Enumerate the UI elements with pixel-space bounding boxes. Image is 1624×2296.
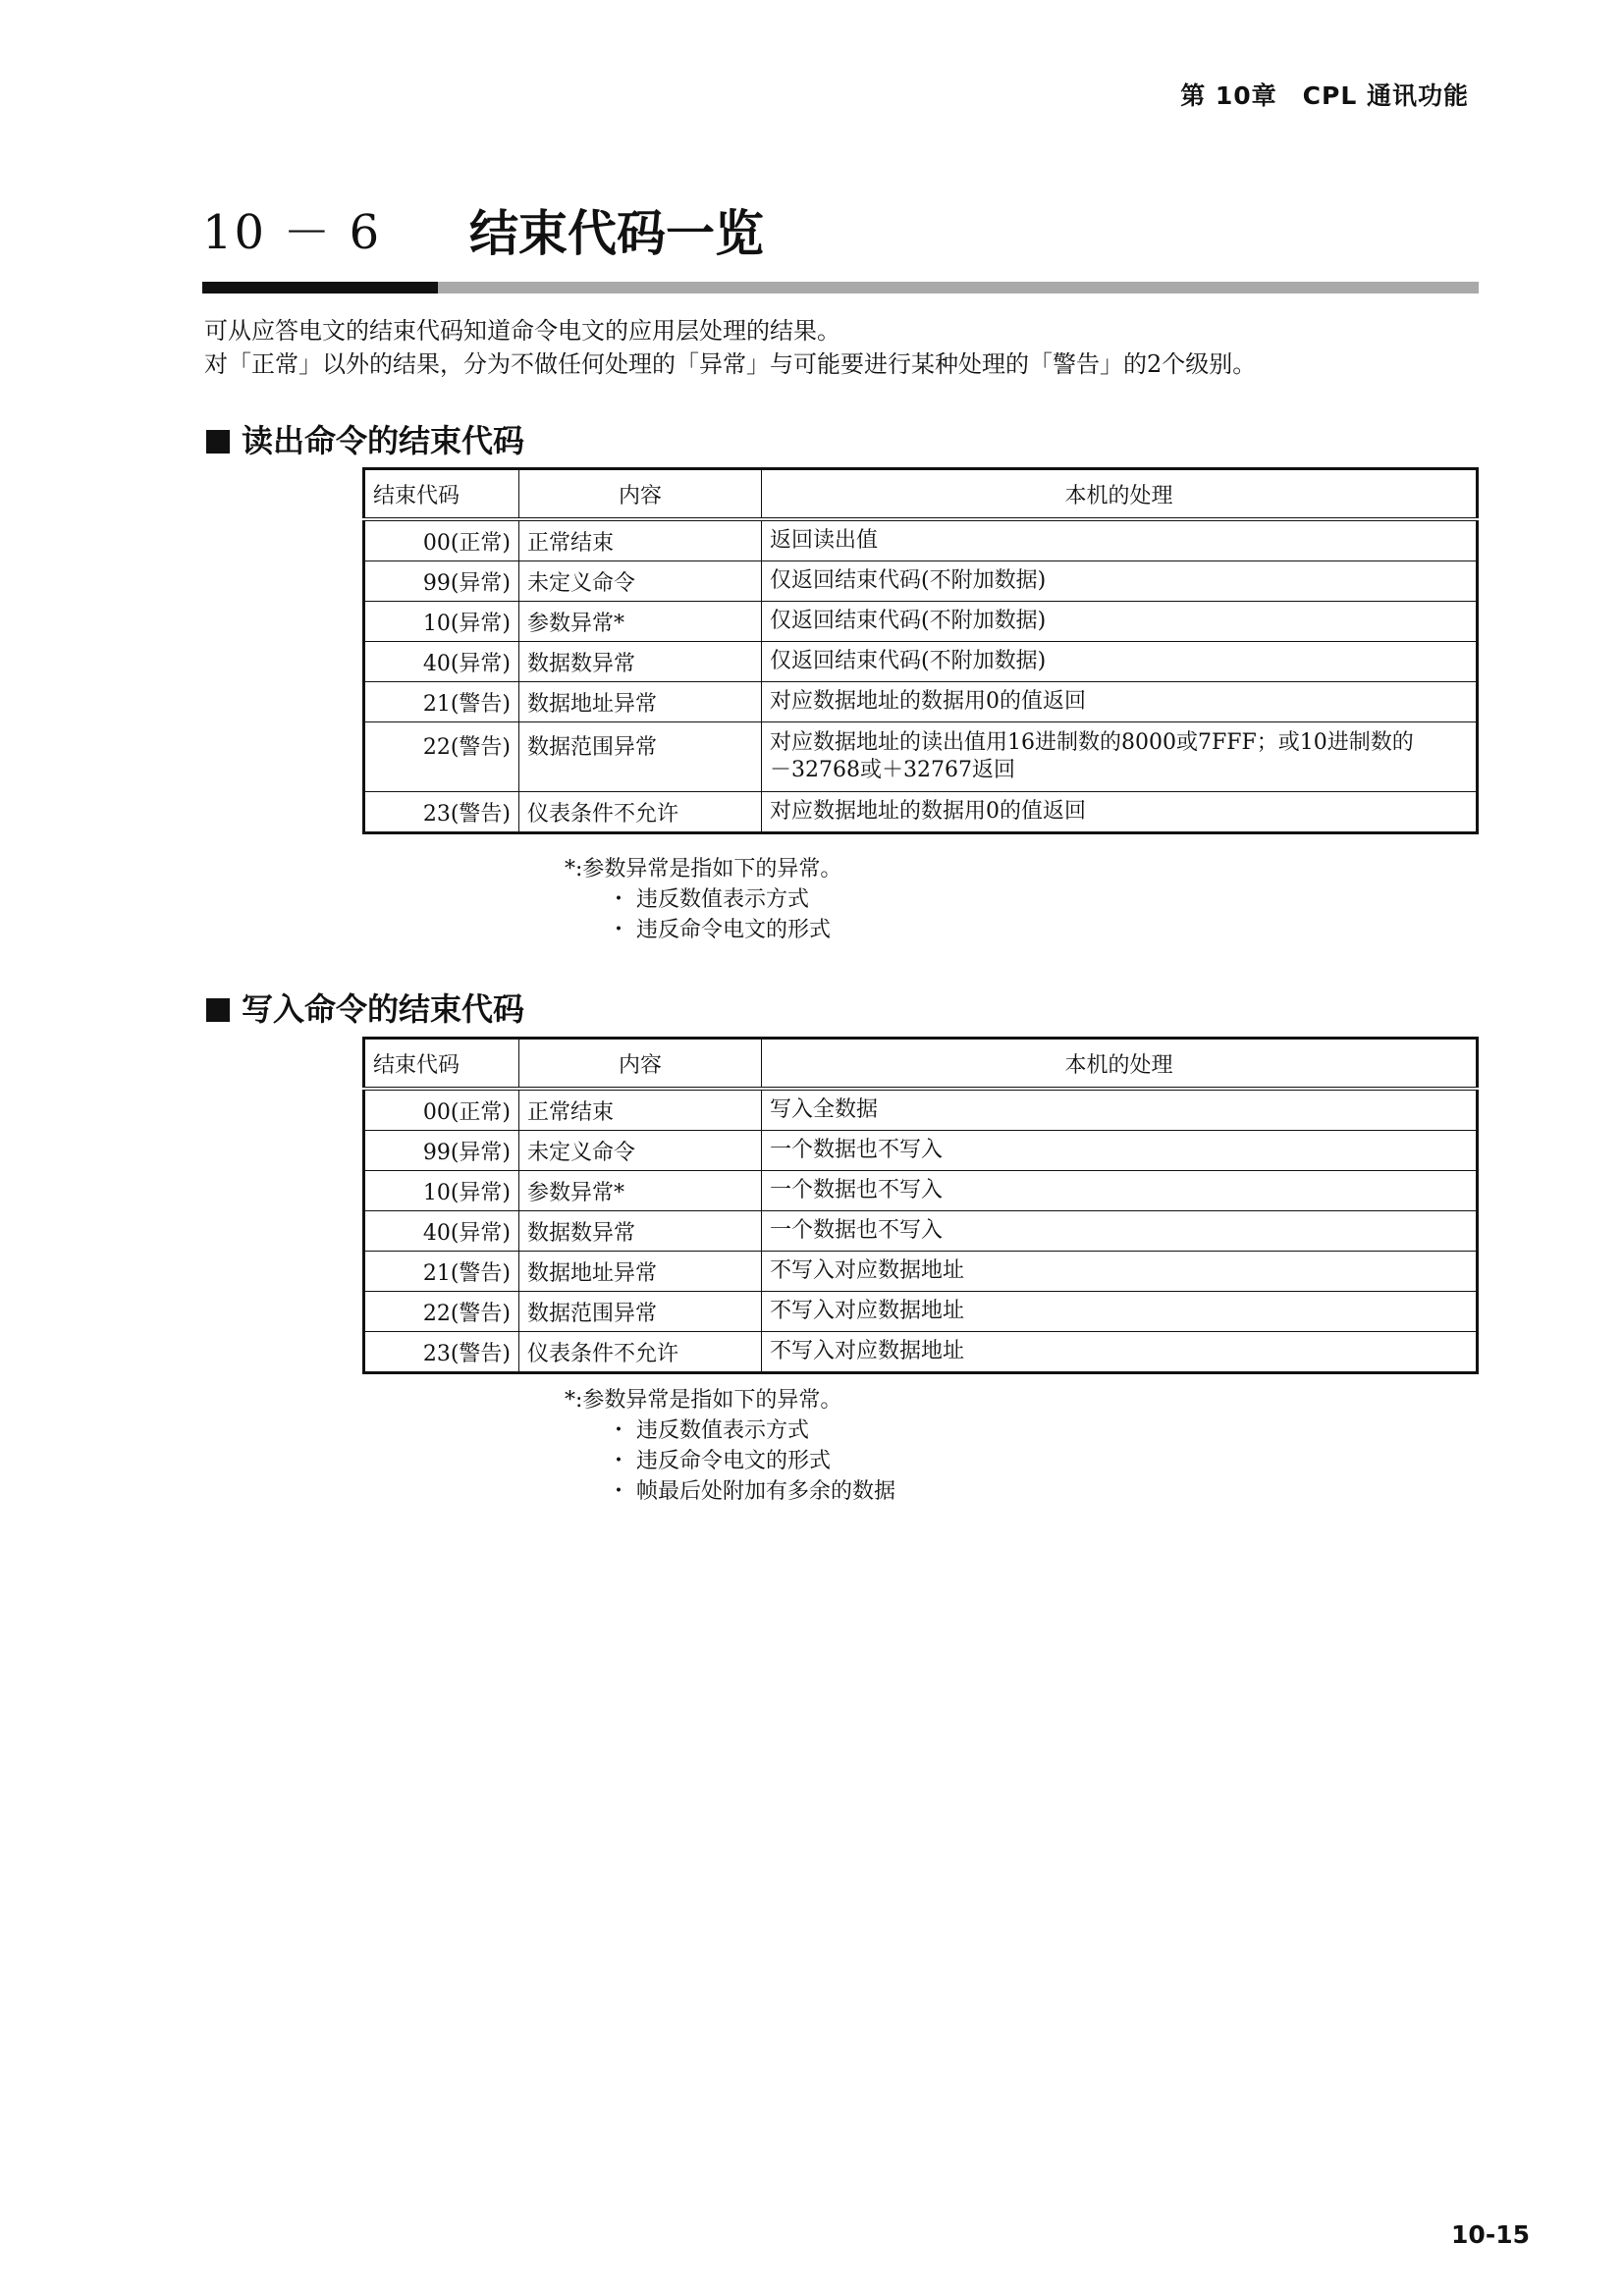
- table-row: [364, 1131, 1478, 1171]
- table-row: [364, 519, 1478, 561]
- note-item: ・ 违反数值表示方式: [608, 1418, 809, 1443]
- action-cell: 仅返回结束代码(不附加数据): [762, 602, 1478, 642]
- code-cell: 99(异常): [364, 1131, 519, 1171]
- square-bullet-icon: [206, 998, 230, 1022]
- note-item: ・ 违反命令电文的形式: [608, 1449, 831, 1473]
- read-heading: [206, 416, 524, 461]
- column-header: 本机的处理: [762, 469, 1478, 520]
- code-cell: 23(警告): [364, 1332, 519, 1373]
- write-codes-table: [362, 1037, 1479, 1374]
- chapter-header: 第 10章 CPL 通讯功能: [1180, 81, 1469, 110]
- action-cell: 对应数据地址的数据用0的值返回: [762, 682, 1478, 722]
- table-row: [364, 1171, 1478, 1211]
- code-cell: 21(警告): [364, 682, 519, 722]
- table-row: [364, 1292, 1478, 1332]
- write-notes: [565, 1385, 895, 1507]
- write-heading-text: 写入命令的结束代码: [242, 990, 525, 1028]
- action-cell: 写入全数据: [762, 1089, 1478, 1131]
- table-row: [364, 602, 1478, 642]
- code-cell: 22(警告): [364, 1292, 519, 1332]
- column-header: 内容: [519, 469, 762, 520]
- table-row: [364, 682, 1478, 722]
- code-cell: 22(警告): [364, 722, 519, 792]
- action-cell: 不写入对应数据地址: [762, 1292, 1478, 1332]
- content-cell: 参数异常*: [519, 1171, 762, 1211]
- note-item: ・ 违反数值表示方式: [608, 887, 809, 912]
- section-number: 10 － 6: [202, 205, 382, 260]
- title-rule-accent: [202, 282, 438, 294]
- read-codes-table: [362, 467, 1479, 834]
- content-cell: 数据地址异常: [519, 1252, 762, 1292]
- code-cell: 99(异常): [364, 561, 519, 602]
- content-cell: 正常结束: [519, 519, 762, 561]
- square-bullet-icon: [206, 430, 230, 454]
- content-cell: 参数异常*: [519, 602, 762, 642]
- action-cell: 不写入对应数据地址: [762, 1332, 1478, 1373]
- code-cell: 40(异常): [364, 642, 519, 682]
- action-cell: 仅返回结束代码(不附加数据): [762, 642, 1478, 682]
- table-header-row: [364, 469, 1478, 520]
- action-cell: 仅返回结束代码(不附加数据): [762, 561, 1478, 602]
- code-cell: 00(正常): [364, 519, 519, 561]
- column-header: 本机的处理: [762, 1039, 1478, 1090]
- content-cell: 正常结束: [519, 1089, 762, 1131]
- content-cell: 未定义命令: [519, 1131, 762, 1171]
- column-header: 结束代码: [364, 469, 519, 520]
- page-number: 10-15: [1451, 2220, 1530, 2249]
- table-row: [364, 722, 1478, 792]
- action-cell: [762, 722, 1478, 792]
- read-notes: [565, 854, 841, 945]
- code-cell: 23(警告): [364, 792, 519, 833]
- action-cell: 一个数据也不写入: [762, 1171, 1478, 1211]
- code-cell: 40(异常): [364, 1211, 519, 1252]
- table-row: [364, 1089, 1478, 1131]
- action-cell: 对应数据地址的数据用0的值返回: [762, 792, 1478, 833]
- section-title-row: [202, 194, 1479, 263]
- content-cell: 仪表条件不允许: [519, 792, 762, 833]
- action-cell: 一个数据也不写入: [762, 1131, 1478, 1171]
- table-header-row: [364, 1039, 1478, 1090]
- content-cell: 数据地址异常: [519, 682, 762, 722]
- column-header: 结束代码: [364, 1039, 519, 1090]
- note-item: ・ 帧最后处附加有多余的数据: [608, 1479, 895, 1504]
- intro-line-1: 可从应答电文的结束代码知道命令电文的应用层处理的结果。: [204, 317, 840, 345]
- table-row: [364, 792, 1478, 833]
- action-cell: 返回读出值: [762, 519, 1478, 561]
- note-item: ・ 违反命令电文的形式: [608, 918, 831, 942]
- section-title: 结束代码一览: [469, 205, 764, 262]
- action-cell: 不写入对应数据地址: [762, 1252, 1478, 1292]
- table-row: [364, 1332, 1478, 1373]
- action-cell: 一个数据也不写入: [762, 1211, 1478, 1252]
- intro-text: [204, 314, 1256, 381]
- code-cell: 10(异常): [364, 1171, 519, 1211]
- read-heading-text: 读出命令的结束代码: [242, 422, 525, 459]
- note-title: *:参数异常是指如下的异常。: [565, 1388, 842, 1413]
- table-row: [364, 561, 1478, 602]
- table-row: [364, 642, 1478, 682]
- intro-line-2: 对「正常」以外的结果，分为不做任何处理的「异常」与可能要进行某种处理的「警告」的2个级别。: [204, 350, 1257, 378]
- code-cell: 00(正常): [364, 1089, 519, 1131]
- content-cell: 数据数异常: [519, 1211, 762, 1252]
- table-row: [364, 1211, 1478, 1252]
- column-header: 内容: [519, 1039, 762, 1090]
- action-line-1: 对应数据地址的读出值用16进制数的8000或7FFF；或10进制数的: [770, 730, 1414, 755]
- content-cell: 数据数异常: [519, 642, 762, 682]
- table-row: [364, 1252, 1478, 1292]
- note-title: *:参数异常是指如下的异常。: [565, 857, 842, 881]
- code-cell: 10(异常): [364, 602, 519, 642]
- content-cell: 数据范围异常: [519, 1292, 762, 1332]
- write-heading: [206, 985, 524, 1030]
- action-line-2: －32768或＋32767返回: [770, 758, 1015, 782]
- code-cell: 21(警告): [364, 1252, 519, 1292]
- content-cell: 未定义命令: [519, 561, 762, 602]
- content-cell: 仪表条件不允许: [519, 1332, 762, 1373]
- content-cell: 数据范围异常: [519, 722, 762, 792]
